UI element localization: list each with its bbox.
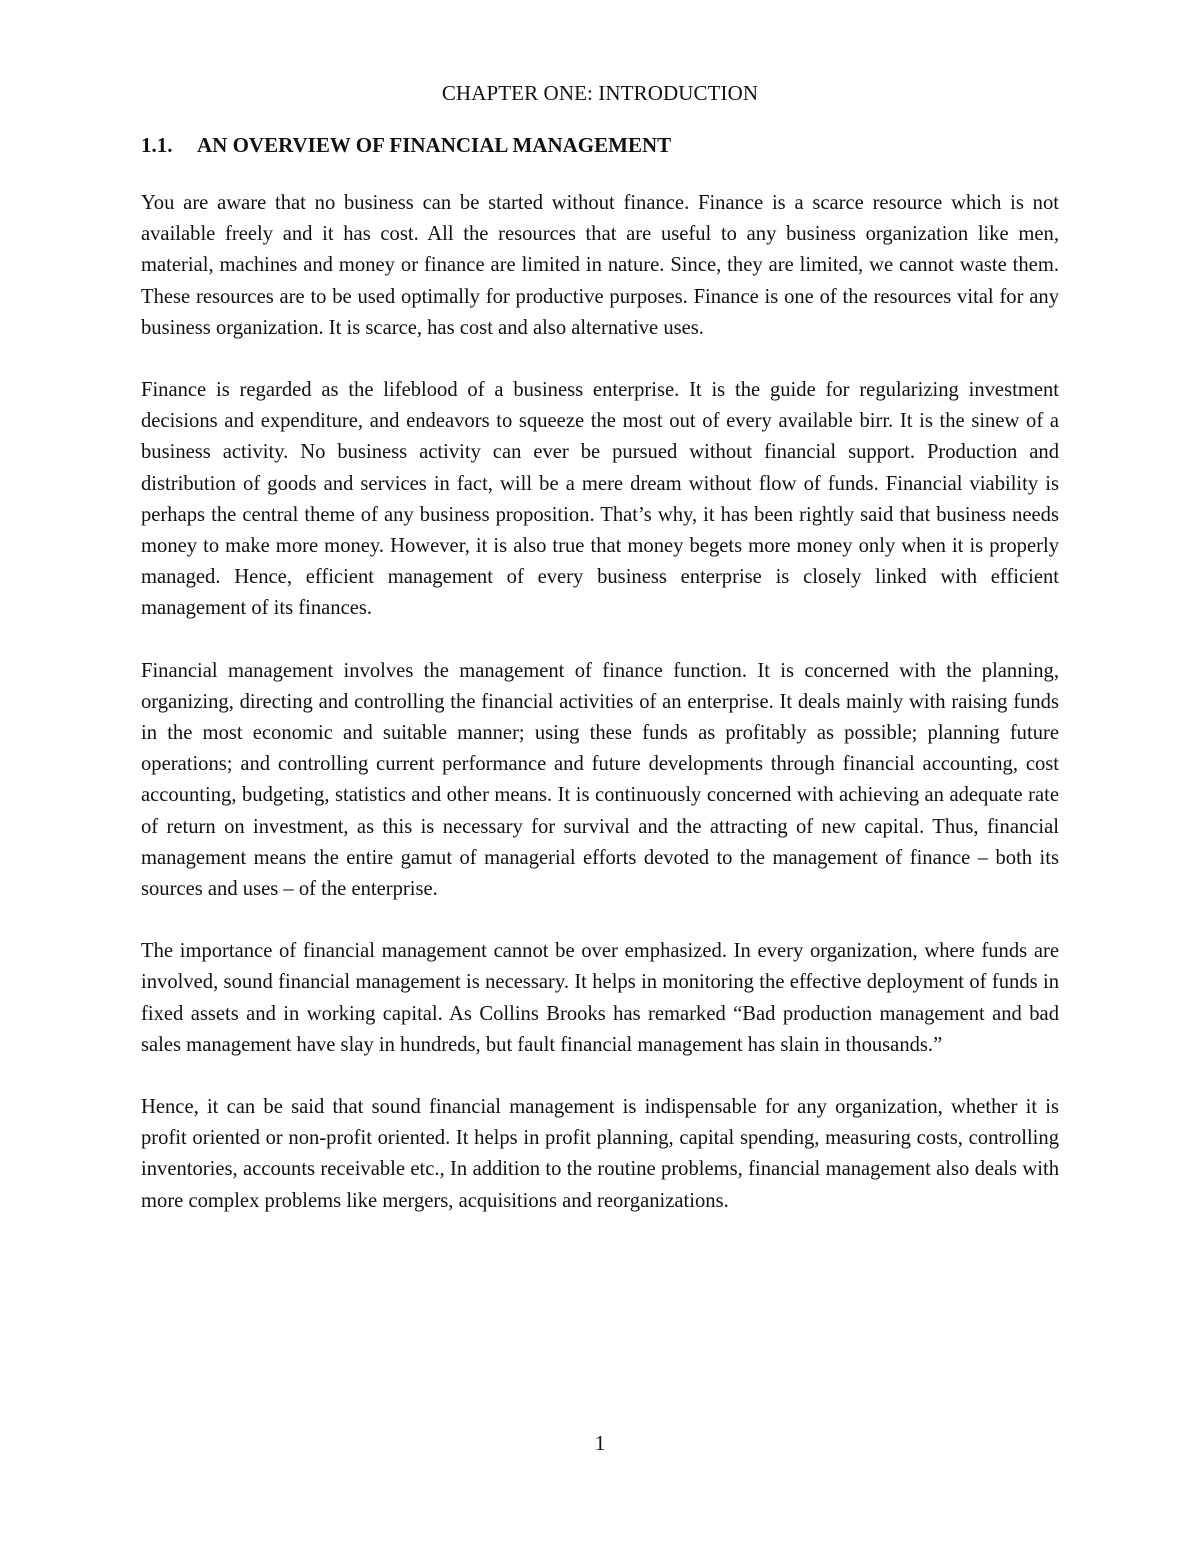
section-number: 1.1. xyxy=(141,133,173,157)
page-number: 1 xyxy=(594,1431,606,1455)
section-title: AN OVERVIEW OF FINANCIAL MANAGEMENT xyxy=(197,133,672,157)
document-page xyxy=(141,78,1059,1248)
chapter-title: CHAPTER ONE: INTRODUCTION xyxy=(441,81,759,105)
paragraph-importance: The importance of financial management cannot be over emphasized. In every organization, where funds are involved, sound financial management is necessary. It helps in monitoring the effective deployment of funds in fixed assets and in working capital. As Collins Brooks has remarked “Bad production management and bad sales management have slay in hundreds, but fault financial management has slain in thousands.” xyxy=(141,940,1059,1056)
paragraph-indispensable: Hence, it can be said that sound financial management is indispensable for any organization, whether it is profit oriented or non-profit oriented. It helps in profit planning, capital spending, measuring costs, controlling inventories, accounts receivable etc., In addition to the routine problems, financial management also deals with more complex problems like mergers, acquisitions and reorganizations. xyxy=(141,1096,1059,1212)
section-heading xyxy=(141,130,1059,160)
paragraph-finance-scarce-resource: You are aware that no business can be started without finance. Finance is a scarce resource which is not available freely and it has cost. All the resources that are useful to any business organization like men, material, machines and money or finance are limited in nature. Since, they are limited, we cannot waste them. These resources are to be used optimally for productive purposes. Finance is one of the resources vital for any business organization. It is scarce, has cost and also alternative uses. xyxy=(141,192,1059,339)
paragraph-finance-lifeblood: Finance is regarded as the lifeblood of a business enterprise. It is the guide for regularizing investment decisions and expenditure, and endeavors to squeeze the most out of every available birr. It is the sinew of a business activity. No business activity can ever be pursued without financial support. Production and distribution of goods and services in fact, will be a mere dream without flow of funds. Financial viability is perhaps the central theme of any business proposition. That’s why, it has been rightly said that business needs money to make more money. However, it is also true that money begets more money only when it is properly managed. Hence, efficient management of every business enterprise is closely linked with efficient management of its finances. xyxy=(141,379,1059,620)
paragraph-financial-management-definition: Financial management involves the management of finance function. It is concerned with the planning, organizing, directing and controlling the financial activities of an enterprise. It deals mainly with raising funds in the most economic and suitable manner; using these funds as profitably as possible; planning future operations; and controlling current performance and future developments through financial accounting, cost accounting, budgeting, statistics and other means. It is continuously concerned with achieving an adequate rate of return on investment, as this is necessary for survival and the attracting of new capital. Thus, financial management means the entire gamut of managerial efforts devoted to the management of finance – both its sources and uses – of the enterprise. xyxy=(141,659,1059,901)
